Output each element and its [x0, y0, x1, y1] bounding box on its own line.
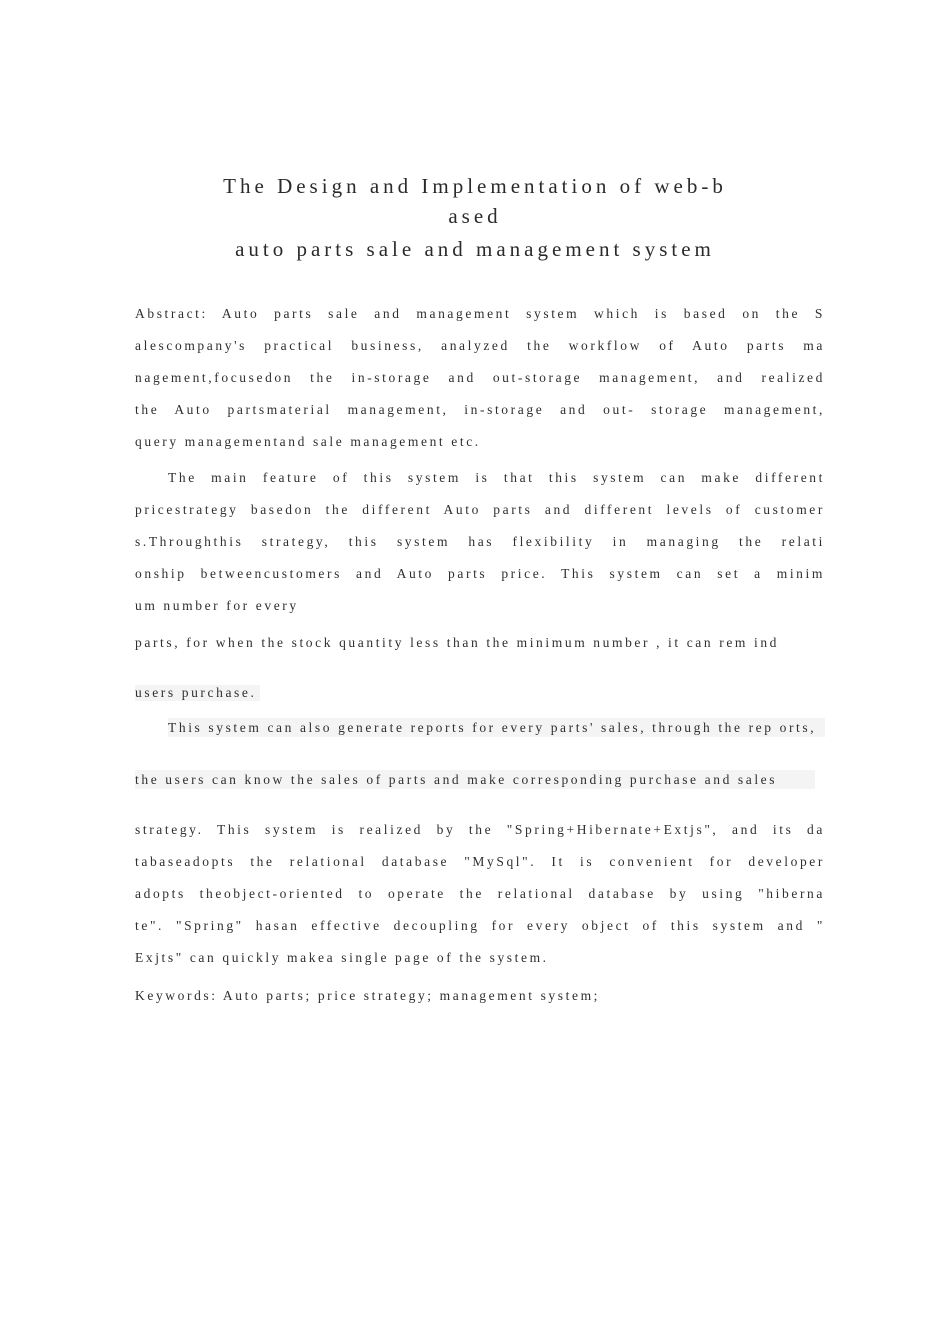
abstract-line: alescompany's practical business, analyzed the workflow of Auto parts ma	[135, 338, 825, 353]
abstract-line: the Auto partsmaterial management, in-storage and out- storage management,	[135, 402, 825, 417]
paragraph-line: um number for every	[135, 598, 299, 613]
paragraph-line: onship betweencustomers and Auto parts price. This system can set a minim	[135, 566, 825, 581]
paragraph-line: adopts theobject-oriented to operate the relational database by using "hiberna	[135, 886, 825, 901]
paragraph-line: strategy. This system is realized by the "Spring+Hibernate+Extjs", and its da	[135, 822, 825, 837]
abstract-line: Abstract: Auto parts sale and management system which is based on the S	[135, 306, 825, 321]
paragraph-line: parts, for when the stock quantity less than the minimum number , it can rem ind	[135, 635, 780, 650]
keywords-line: Keywords: Auto parts; price strategy; management system;	[135, 988, 601, 1003]
title-line-2: ased	[448, 204, 502, 228]
title-line-3: auto parts sale and management system	[235, 237, 715, 261]
abstract-line: nagement,focusedon the in-storage and out-storage management, and realized	[135, 370, 825, 385]
title-line-1: The Design and Implementation of web-b	[223, 174, 727, 198]
paragraph-line: users purchase.	[135, 685, 260, 701]
paragraph-line: s.Throughthis strategy, this system has flexibility in managing the relati	[135, 534, 825, 549]
paragraph-line: tabaseadopts the relational database "MySql". It is convenient for developer	[135, 854, 825, 869]
paragraph-line: te". "Spring" hasan effective decoupling for every object of this system and "	[135, 918, 825, 933]
paragraph-line: This system can also generate reports for every parts' sales, through the rep orts,	[168, 718, 825, 737]
paragraph-line: the users can know the sales of parts and make corresponding purchase and sales	[135, 770, 815, 789]
abstract-line: query managementand sale management etc.	[135, 434, 481, 449]
paragraph-line: The main feature of this system is that this system can make different	[168, 470, 825, 485]
paragraph-line: pricestrategy basedon the different Auto parts and different levels of customer	[135, 502, 825, 517]
paragraph-line: Exjts" can quickly makea single page of the system.	[135, 950, 549, 965]
